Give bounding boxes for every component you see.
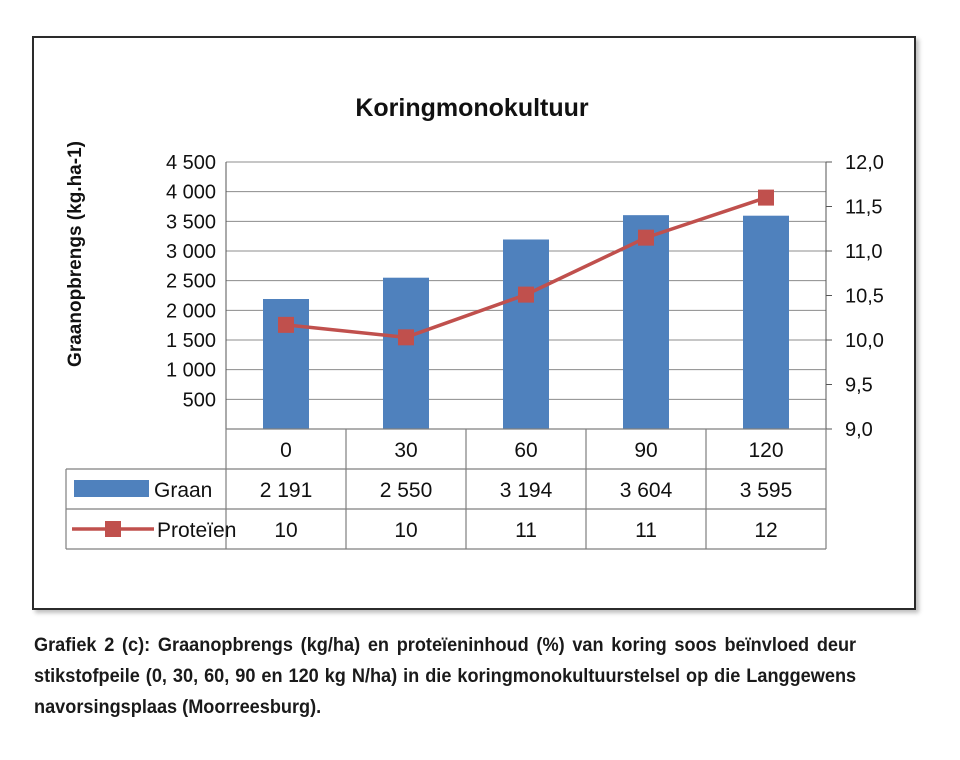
bar — [623, 215, 669, 429]
table-cell-graan: 3 604 — [619, 479, 673, 502]
x-tick-label: 60 — [514, 439, 538, 462]
y2-tick-label: 10,0 — [845, 330, 884, 352]
bar — [503, 239, 549, 429]
x-tick-label: 120 — [748, 439, 784, 462]
line-marker — [398, 329, 414, 345]
table-cell-graan: 3 595 — [739, 479, 793, 502]
table-cell-graan: 2 191 — [259, 479, 313, 502]
y2-tick-label: 10,5 — [845, 285, 884, 308]
line-marker — [758, 190, 774, 206]
y-tick-label: 500 — [182, 389, 216, 412]
data-table — [66, 429, 826, 549]
line-marker — [278, 317, 294, 333]
y-tick-label: 1 500 — [165, 330, 216, 352]
legend-label-graan: Graan — [154, 479, 213, 502]
x-tick-label: 0 — [280, 439, 292, 462]
bar — [743, 216, 789, 429]
table-cell-proteien: 12 — [754, 519, 778, 542]
chart-frame — [32, 36, 916, 610]
line-marker — [518, 287, 534, 303]
plot-layer — [166, 152, 884, 441]
y-tick-label: 2 500 — [165, 270, 216, 293]
bar — [383, 278, 429, 429]
table-cell-graan: 3 194 — [499, 479, 553, 502]
line-marker — [638, 230, 654, 246]
y-tick-label: 3 000 — [165, 241, 216, 263]
y2-tick-label: 12,0 — [845, 152, 884, 174]
x-tick-label: 90 — [634, 439, 658, 462]
y2-tick-label: 9,5 — [845, 374, 873, 397]
table-cell-graan: 2 550 — [379, 479, 433, 502]
chart-svg — [34, 38, 914, 608]
x-tick-label: 30 — [394, 439, 418, 462]
legend-label-proteien: Proteïen — [157, 519, 237, 542]
y-tick-label: 3 500 — [165, 211, 216, 234]
table-cell-proteien: 11 — [515, 519, 537, 542]
y-axis-label: Graanopbrengs (kg.ha-1) — [65, 141, 86, 367]
chart-title: Koringmonokultuur — [355, 94, 589, 122]
y2-tick-label: 11,5 — [845, 196, 883, 219]
y-tick-label: 4 500 — [165, 152, 216, 174]
y2-tick-label: 11,0 — [845, 241, 883, 263]
legend-marker-proteien — [105, 521, 121, 537]
legend-swatch-graan — [74, 480, 149, 497]
y-tick-label: 1 000 — [165, 359, 216, 382]
table-cell-proteien: 10 — [394, 519, 418, 542]
y-tick-label: 2 000 — [165, 300, 216, 323]
table-cell-proteien: 10 — [274, 519, 298, 542]
y2-tick-label: 9,0 — [845, 419, 873, 441]
y-tick-label: 4 000 — [165, 181, 216, 204]
figure-caption: Grafiek 2 (c): Graanopbrengs (kg/ha) en proteïeninhoud (%) van koring soos beïnvloed deur stikstofpeile (0, 30, 60, 90 en 120 kg N/ha) in die koringmonokultuurstelsel op die Langgewens navorsingsplaas (Moorreesburg). — [34, 634, 857, 718]
table-cell-proteien: 11 — [635, 519, 657, 542]
